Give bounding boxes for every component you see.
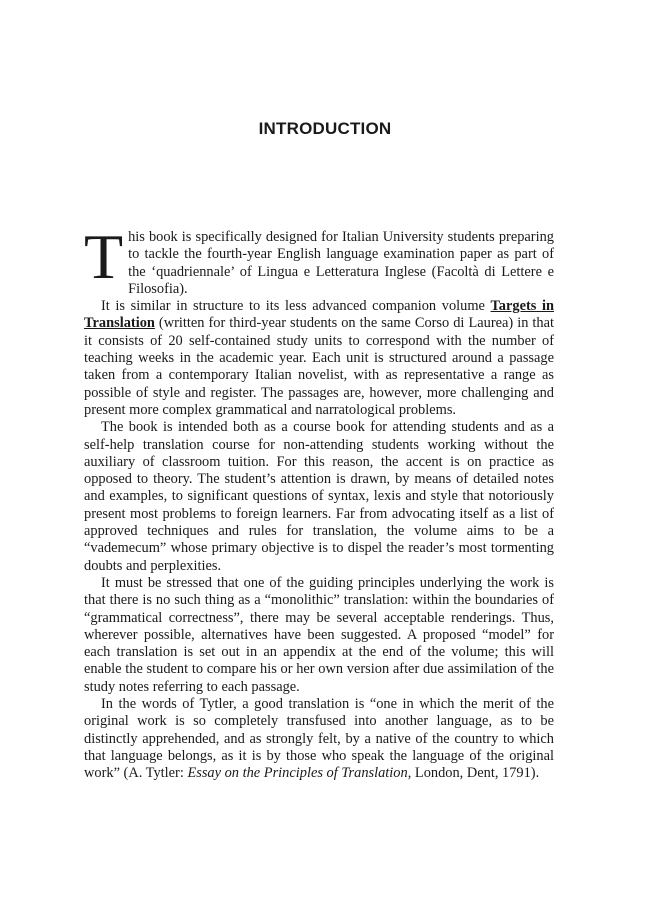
paragraph-2-text-after: (written for third-year students on the same Corso di Laurea) in that it consists of 20 self-contained study units to correspond with the number of teaching weeks in the academic year. Each unit is structured around a passage taken from a contemporary Italian novelist, with as representative a range as possible of style and register. The passages are, however, more challenging and present more complex grammatical and narratological problems.: [84, 315, 554, 418]
page-title: INTRODUCTION: [258, 119, 392, 138]
paragraph-3-text: The book is intended both as a course book for attending students and as a self-help translation course for non-attending students working without the auxiliary of classroom tuition. For this reason, the accent is on practice as opposed to theory. The student’s attention is drawn, by means of detailed notes and examples, to significant questions of syntax, lexis and style that notoriously present most problems to foreign learners. Far from advocating itself as a list of approved techniques and rules for translation, the volume aims to be a “vademecum” whose primary objective is to dispel the reader’s most tormenting doubts and perplexities.: [84, 419, 554, 574]
drop-cap: T: [84, 221, 124, 292]
paragraph-5-text-after: , London, Dent, 1791).: [407, 765, 540, 782]
paragraph-3: [84, 419, 554, 575]
citation-title: Essay on the Principles of Translation: [187, 765, 408, 782]
paragraph-5-text-before: In the words of Tytler, a good translation is “one in which the merit of the original work is so completely transfused into another language, as to be distinctly apprehended, and as strongly felt, by a native of the country to which that language belongs, as it is by those who speak the language of the original work” (A. Tytler:: [84, 696, 554, 782]
body-text: [84, 221, 554, 783]
paragraph-2: [84, 298, 554, 419]
paragraph-4-text: It must be stressed that one of the guiding principles underlying the work is that there is no such thing as a “monolithic” translation: within the boundaries of “grammatical correctness”, there may be several acceptable renderings. Thus, wherever possible, alternatives have been suggested. A proposed “model” for each translation is set out in an appendix at the end of the volume; this will enable the student to compare his or her own version after due assimilation of the study notes referring to each passage.: [84, 574, 554, 695]
paragraph-5: [84, 696, 554, 782]
paragraph-1: [84, 221, 554, 298]
book-title-link[interactable]: Targets in Translation: [84, 298, 554, 332]
paragraph-4: [84, 575, 554, 696]
paragraph-2-text-before: It is similar in structure to its less advanced companion volume: [101, 298, 491, 315]
paragraph-1-text: his book is specifically designed for Italian University students preparing to tackle the fourth-year English language examination paper as part of the ‘quadriennale’ of Lingua e Letteratura Inglese (Facoltà di Lettere e Filosofia).: [128, 229, 554, 297]
